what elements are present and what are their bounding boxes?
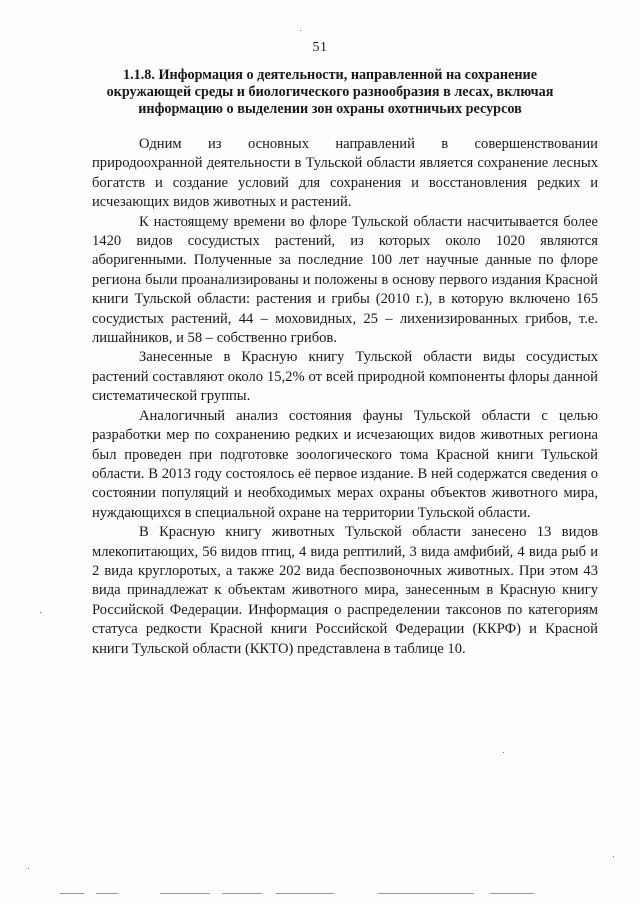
paragraph: К настоящему времени во флоре Тульской области насчитывается более 1420 видов сосудистых растений, из которых около 1020 являются аборигенными. Полученные за последние 100 лет научные данные по флоре региона были проанализированы и положены в основу первого издания Красной книги Тульской области: растения и грибы (2010 г.), в которую включено 165 сосудистых растений, 44 – моховидных, 25 – лихенизированных грибов, т.е. лишайников, и 58 – собственно грибов. [92, 213, 598, 347]
scan-speck [28, 868, 29, 869]
section-heading: 1.1.8. Информация о деятельности, направленной на сохранение окружающей среды и биологического разнообразия в лесах, включая информацию о выделении зон охраны охотничьих ресурсов [106, 67, 554, 117]
scan-speck [300, 30, 301, 31]
paragraph: Аналогичный анализ состояния фауны Тульской области с целью разработки мер по сохранению редких и исчезающих видов животных региона был проведен при подготовке зоологического тома Красной книги Тульской области. В 2013 году состоялось её первое издание. В ней содержатся сведения о состоянии популяций и необходимых мерах охраны объектов животного мира, нуждающихся в специальной охране на территории Тульской области. [92, 407, 598, 521]
scan-edge-line [222, 893, 262, 894]
scan-edge-line [96, 893, 118, 894]
scan-edge-line [160, 893, 210, 894]
scan-edge-line [490, 893, 534, 894]
scan-edge-line [60, 893, 84, 894]
scan-edge-line [378, 893, 474, 894]
scan-speck [613, 856, 614, 857]
scan-speck [40, 612, 41, 613]
page-number: 51 [312, 40, 328, 55]
scan-edge-line [276, 893, 334, 894]
scan-speck [503, 752, 504, 753]
paragraph: Занесенные в Красную книгу Тульской области виды сосудистых растений составляют около 15,2% от всей природной компоненты флоры данной систематической группы. [92, 349, 598, 405]
paragraph: Одним из основных направлений в совершенствовании природоохранной деятельности в Тульской области является сохранение лесных богатств и создание условий для сохранения и восстановления редких и исчезающих видов животных и растений. [92, 136, 598, 211]
paragraph: В Красную книгу животных Тульской области занесено 13 видов млекопитающих, 56 видов птиц, 4 вида рептилий, 3 вида амфибий, 4 вида рыб и 2 вида круглоротых, а также 202 вида беспозвоночных животных. При этом 43 вида принадлежат к объектам животного мира, занесенным в Красную книгу Российской Федерации. Информация о распределении таксонов по категориям статуса редкости Красной книги Российской Федерации (ККРФ) и Красной книги Тульской области (ККТО) представлена в таблице 10. [92, 524, 598, 657]
document-body [92, 135, 598, 659]
